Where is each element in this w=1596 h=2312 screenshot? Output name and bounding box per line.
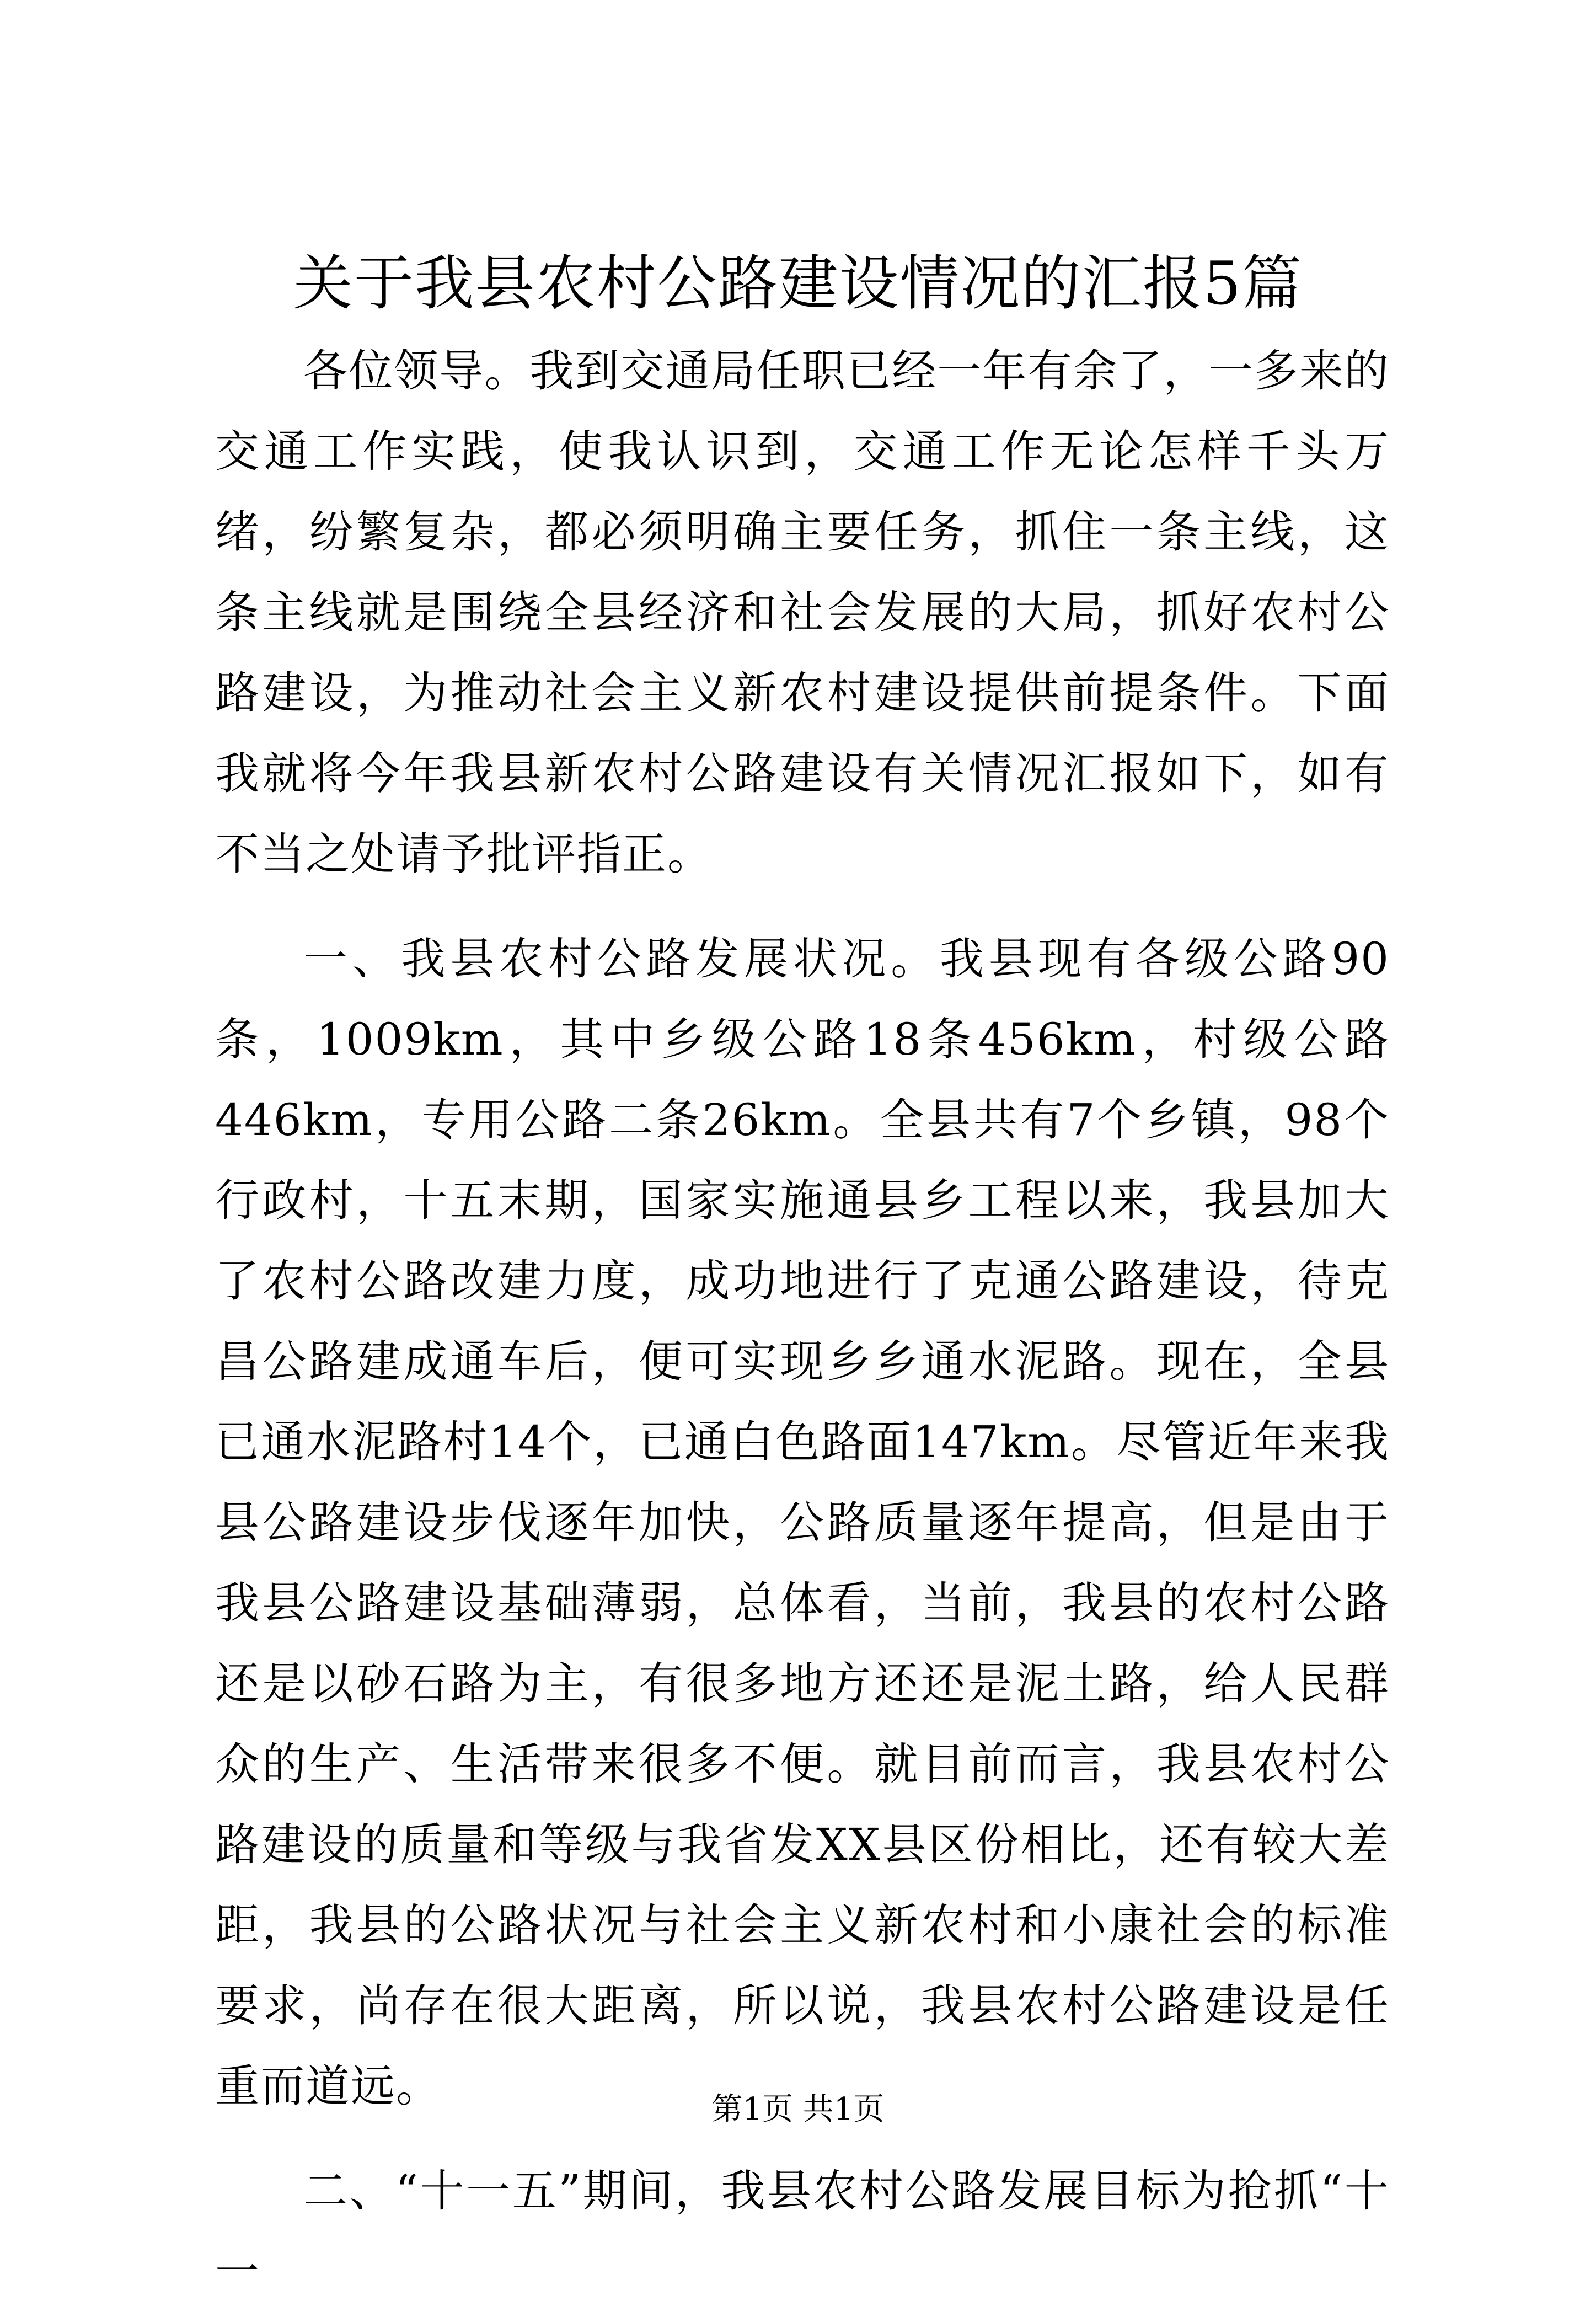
paragraph-intro: 各位领导。我到交通局任职已经一年有余了，一多来的交通工作实践，使我认识到，交通工作无论怎样千头万绪，纷繁复杂，都必须明确主要任务，抓住一条主线，这条主线就是围绕全县经济和社会发展的大局，抓好农村公路建设，为推动社会主义新农村建设提供前提条件。下面我就将今年我县新农村公路建设有关情况汇报如下，如有不当之处请予批评指正。 xyxy=(215,345,1390,880)
document-body xyxy=(215,331,1390,2312)
page-footer: 第1页 共1页 xyxy=(711,2091,885,2127)
document-title: 关于我县农村公路建设情况的汇报5篇 xyxy=(293,249,1303,318)
paragraph-section-2: 二、“十一五”期间，我县农村公路发展目标为抢抓“十一 xyxy=(215,2165,1390,2297)
paragraph-section-1: 一、我县农村公路发展状况。我县现有各级公路90条，1009km，其中乡级公路18条456km，村级公路446km，专用公路二条26km。全县共有7个乡镇，98个行政村，十五末期，国家实施通县乡工程以来，我县加大了农村公路改建力度，成功地进行了克通公路建设，待克昌公路建成通车后，便可实现乡乡通水泥路。现在，全县已通水泥路村14个，已通白色路面147km。尽管近年来我县公路建设步伐逐年加快，公路质量逐年提高，但是由于我县公路建设基础薄弱，总体看，当前，我县的农村公路还是以砂石路为主，有很多地方还还是泥土路，给人民群众的生产、生活带来很多不便。就目前而言，我县农村公路建设的质量和等级与我省发XX县区份相比，还有较大差距，我县的公路状况与社会主义新农村和小康社会的标准要求，尚存在很大距离，所以说，我县农村公路建设是任重而道远。 xyxy=(215,933,1390,2112)
